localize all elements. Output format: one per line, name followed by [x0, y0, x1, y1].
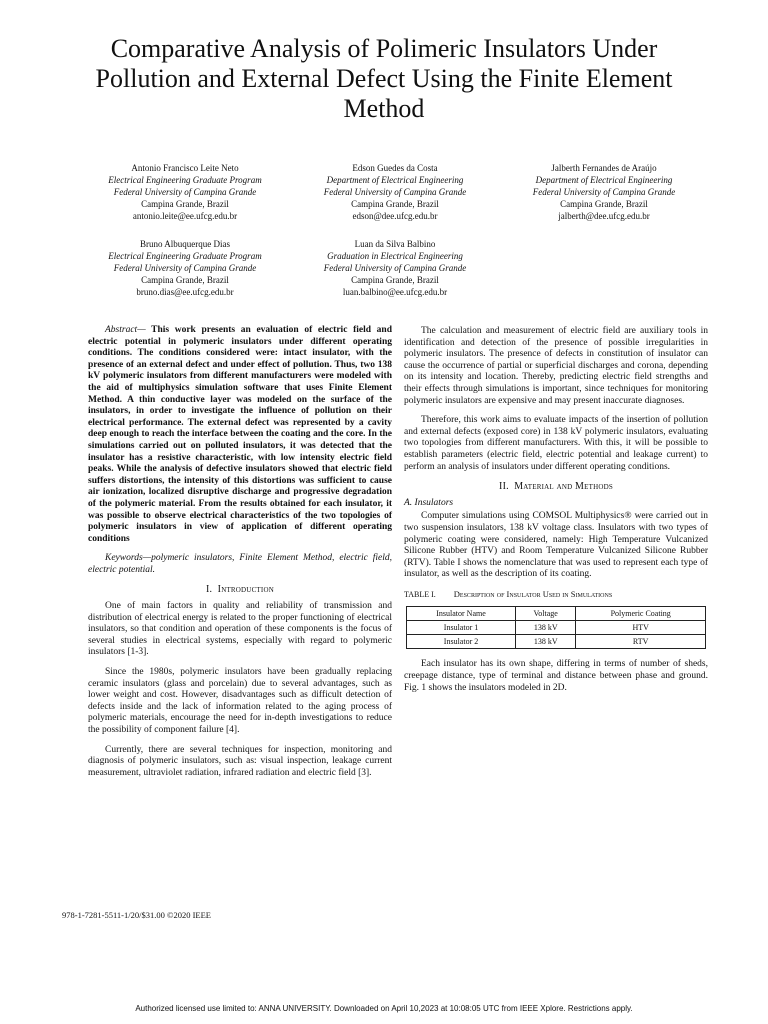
table-header-row [407, 607, 706, 621]
author-name: Antonio Francisco Leite Neto [131, 163, 239, 173]
table-row [407, 621, 706, 635]
author-block [275, 238, 515, 298]
author-university: Federal University of Campina Grande [323, 263, 467, 273]
author-city: Campina Grande, Brazil [141, 199, 229, 209]
section-number: I. [206, 584, 213, 596]
subsection-heading: A. Insulators [404, 497, 454, 508]
author-block [65, 162, 305, 222]
right-column [404, 326, 708, 702]
section-title: Introduction [217, 584, 274, 596]
table-cell: Insulator 2 [407, 635, 516, 649]
left-column [88, 325, 392, 787]
author-email: luan.balbino@ee.ufcg.edu.br [342, 287, 448, 297]
paragraph: Therefore, this work aims to evaluate impacts of the insertion of pollution and external defects (exposed core) in 138 kV polymeric insulators, evaluating two topologies from different manufacturers. With this, it will be possible to establish parameters (electric field, electric potential and leakage current) to perform an analysis of insulators under different operating conditions. [404, 415, 708, 472]
author-email: edson@dee.ufcg.edu.br [352, 211, 438, 221]
author-university: Federal University of Campina Grande [113, 187, 257, 197]
author-block [65, 238, 305, 298]
author-department: Electrical Engineering Graduate Program [108, 175, 262, 185]
paragraph: Each insulator has its own shape, differing in terms of number of sheds, creepage distance, type of terminal and distance between phase and ground. Fig. 1 shows the insulators modeled in 2D. [404, 659, 708, 693]
section-heading-introduction [88, 584, 392, 596]
author-department: Electrical Engineering Graduate Program [108, 251, 262, 261]
author-name: Luan da Silva Balbino [354, 239, 436, 249]
table-cell: RTV [576, 635, 706, 649]
author-block [484, 162, 724, 222]
table-label: TABLE I. [404, 589, 436, 599]
table-header-cell: Polymeric Coating [576, 607, 706, 621]
table-cell: 138 kV [516, 621, 576, 635]
author-block [275, 162, 515, 222]
author-university: Federal University of Campina Grande [323, 187, 467, 197]
paper-title: Comparative Analysis of Polimeric Insulators Under Pollution and External Defect Using the Finite Element Method [95, 34, 673, 123]
table-cell: 138 kV [516, 635, 576, 649]
table-row [407, 635, 706, 649]
author-email: bruno.dias@ee.ufcg.edu.br [136, 287, 234, 297]
author-city: Campina Grande, Brazil [560, 199, 648, 209]
table-cell: HTV [576, 621, 706, 635]
table-caption [404, 589, 708, 601]
author-university: Federal University of Campina Grande [113, 263, 257, 273]
paragraph: The calculation and measurement of electric field are auxiliary tools in identification and detection of the presence of possible irregularities in polymeric insulators. The presence of defects in constitution of insulator can cause the occurrence of partial or superficial discharges and corona, depending on its intensity and location. Thereby, predicting electric field strengths and their effects through simulations is important, since techniques for monitoring polymeric insulators are expensive and may present inaccurate diagnoses. [404, 326, 708, 406]
section-title: Material and Methods [514, 481, 613, 493]
paragraph: One of main factors in quality and reliability of transmission and distribution of electrical energy is related to the proper functioning of electrical insulators, so that condition and operation of these components is the focus of several studies in electrical systems, especially with regard to polymeric insulators [1-3]. [88, 601, 392, 658]
abstract-text: This work presents an evaluation of electric field and electric potential in polymeric insulators under different operating conditions. The conditions considered were: intact insulator, with the presence of an external defect and under effect of pollution. Thus, two 138 kV polymeric insulators from different manufacturers were modeled with the aid of multiphysics simulation software that uses Finite Element Method. A thin conductive layer was modeled on the surface of the insulators, in order to investigate the influence of pollution on their electrical performance. The external defect was represented by a cavity deep enough to reach the interface between the coating and the core. In the simulations carried out on polluted insulators, it was detected that the insulator has a resistive characteristic, with low intensity electric field peaks. While the analysis of defective insulators showed that electric field suffers distortions, the intensity of this distortions was sufficient to cause air ionization, localized disruptive discharge and progressive degradation of the polymeric material. From the results obtained for each insulator, it was possible to observe electrical characteristics of the two topologies of polymeric insulators in view of application of different operating conditions [88, 325, 392, 544]
table-cell: Insulator 1 [407, 621, 516, 635]
keywords: Keywords—polymeric insulators, Finite Element Method, electric field, electric potential. [88, 553, 392, 575]
author-name: Bruno Albuquerque Dias [140, 239, 230, 249]
abstract [88, 325, 392, 545]
author-name: Jalberth Fernandes de Araújo [551, 163, 657, 173]
author-name: Edson Guedes da Costa [352, 163, 438, 173]
author-email: antonio.leite@ee.ufcg.edu.br [132, 211, 238, 221]
paragraph: Currently, there are several techniques for inspection, monitoring and diagnosis of polymeric insulators, such as: visual inspection, leakage current measurement, ultraviolet radiation, infrared radiation and electric field [3]. [88, 744, 392, 778]
author-department: Department of Electrical Engineering [535, 175, 673, 185]
author-department: Department of Electrical Engineering [326, 175, 464, 185]
author-city: Campina Grande, Brazil [351, 275, 439, 285]
insulator-table [406, 606, 706, 649]
table-caption-text: Description of Insulator Used in Simulations [453, 588, 613, 599]
author-city: Campina Grande, Brazil [351, 199, 439, 209]
author-department: Graduation in Electrical Engineering [327, 251, 463, 261]
section-number: II. [499, 481, 509, 493]
author-city: Campina Grande, Brazil [141, 275, 229, 285]
paragraph: Since the 1980s, polymeric insulators have been gradually replacing ceramic insulators (glass and porcelain) due to several advantages, such as lower weight and cost. However, disadvantages such as difficult detection of defects inside and the lack of information related to the aging process of polymeric materials, encourage the need for in-depth investigations to reduce the possibility of component failure [4]. [88, 667, 392, 735]
table-header-cell: Insulator Name [407, 607, 516, 621]
copyright-notice: 978-1-7281-5511-1/20/$31.00 ©2020 IEEE [62, 910, 211, 920]
paragraph: Computer simulations using COMSOL Multiphysics® were carried out in two suspension insulators, 138 kV voltage class. Insulators with two types of polymeric coating were considered, namely: High Temperature Vulcanized Silicone Rubber (HTV) and Room Temperature Vulcanized Silicone Rubber (RTV). Table I shows the nomenclature that was used to represent each type of insulator, as well as the description of its coating. [404, 511, 708, 580]
section-heading-methods [404, 481, 708, 493]
abstract-lead: Abstract— [105, 325, 146, 335]
author-university: Federal University of Campina Grande [532, 187, 676, 197]
table-header-cell: Voltage [516, 607, 576, 621]
license-footer: Authorized licensed use limited to: ANNA UNIVERSITY. Downloaded on April 10,2023 at 10:08:05 UTC from IEEE Xplore. Restrictions apply. [135, 1004, 633, 1013]
author-email: jalberth@dee.ufcg.edu.br [558, 211, 650, 221]
